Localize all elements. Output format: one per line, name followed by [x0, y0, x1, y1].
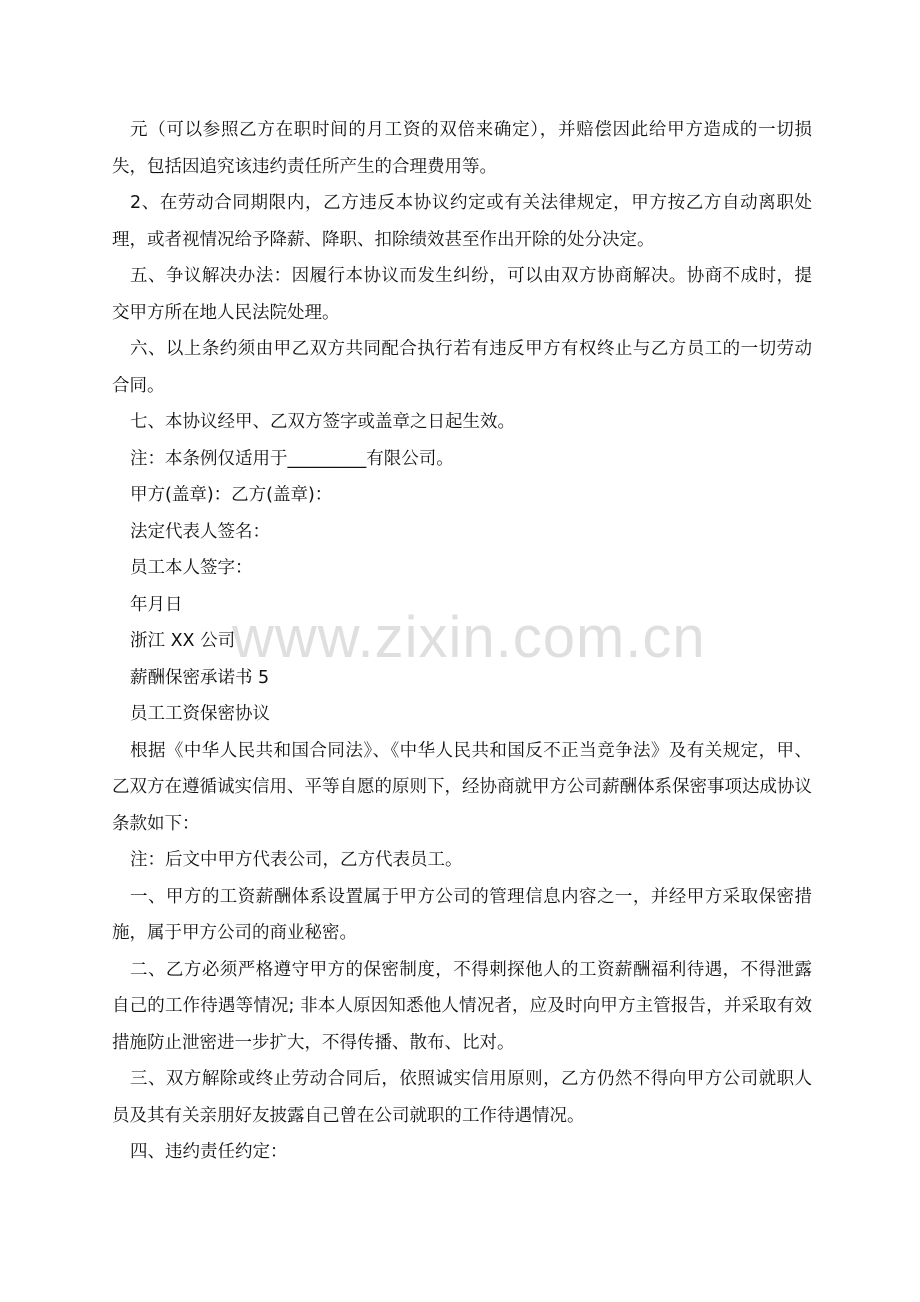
paragraph-applicability-note: 注：本条例仅适用于_________有限公司。 — [130, 448, 454, 469]
paragraph-clause-three: 三、双方解除或终止劳动合同后，依照诚实信用原则，乙方仍然不得向甲方公司就职人员及其有关亲朋好友披露自己曾在公司就职的工作待遇情况。 — [112, 1069, 812, 1126]
paragraph-clause-two: 二、乙方必须严格遵守甲方的保密制度，不得刺探他人的工资薪酬福利待遇，不得泄露自己的工作待遇等情况; 非本人原因知悉他人情况者，应及时向甲方主管报告，并采取有效措施防止泄密进一步扩大，不得传播、散布、比对。 — [112, 959, 812, 1053]
paragraph-joint-execution: 六、以上条约须由甲乙双方共同配合执行若有违反甲方有权终止与乙方员工的一切劳动合同。 — [112, 339, 812, 396]
employee-signature-line: 员工本人签字： — [130, 558, 253, 578]
date-line: 年月日 — [130, 594, 183, 615]
paragraph-legal-basis: 根据《中华人民共和国合同法》、《中华人民共和国反不正当竞争法》及有关规定，甲、乙双方在遵循诚实信用、平等自愿的原则下，经协商就甲方公司薪酬体系保密事项达成协议条款如下： — [112, 740, 812, 834]
watermark-text: www.zixin.com.cn — [232, 605, 706, 670]
document-page — [112, 112, 812, 1171]
paragraph-dispute-resolution: 五、争议解决办法：因履行本协议而发生纠纷，可以由双方协商解决。协商不成时，提交甲方所在地人民法院处理。 — [112, 266, 812, 323]
company-name-line: 浙江 XX 公司 — [130, 631, 236, 651]
paragraph-party-definition-note: 注：后文中甲方代表公司，乙方代表员工。 — [130, 850, 463, 870]
paragraph-clause-one: 一、甲方的工资薪酬体系设置属于甲方公司的管理信息内容之一，并经甲方采取保密措施，属于甲方公司的商业秘密。 — [112, 886, 812, 943]
legal-representative-signature-line: 法定代表人签名： — [130, 521, 270, 542]
section-heading: 薪酬保密承诺书 5 — [130, 667, 270, 688]
paragraph-clause-2: 2、在劳动合同期限内，乙方违反本协议约定或有关法律规定，甲方按乙方自动离职处理，或者视情况给予降薪、降职、扣除绩效甚至作出开除的处分决定。 — [112, 193, 812, 250]
paragraph-penalty-continuation: 元（可以参照乙方在职时间的月工资的双倍来确定），并赔偿因此给甲方造成的一切损失，包括因追究该违约责任所产生的合理费用等。 — [112, 120, 812, 177]
paragraph-effective-date: 七、本协议经甲、乙双方签字或盖章之日起生效。 — [130, 412, 515, 432]
signature-parties-line: 甲方(盖章)：乙方(盖章)： — [130, 485, 333, 505]
agreement-title: 员工工资保密协议 — [130, 704, 270, 724]
paragraph-clause-four: 四、违约责任约定： — [130, 1142, 288, 1162]
